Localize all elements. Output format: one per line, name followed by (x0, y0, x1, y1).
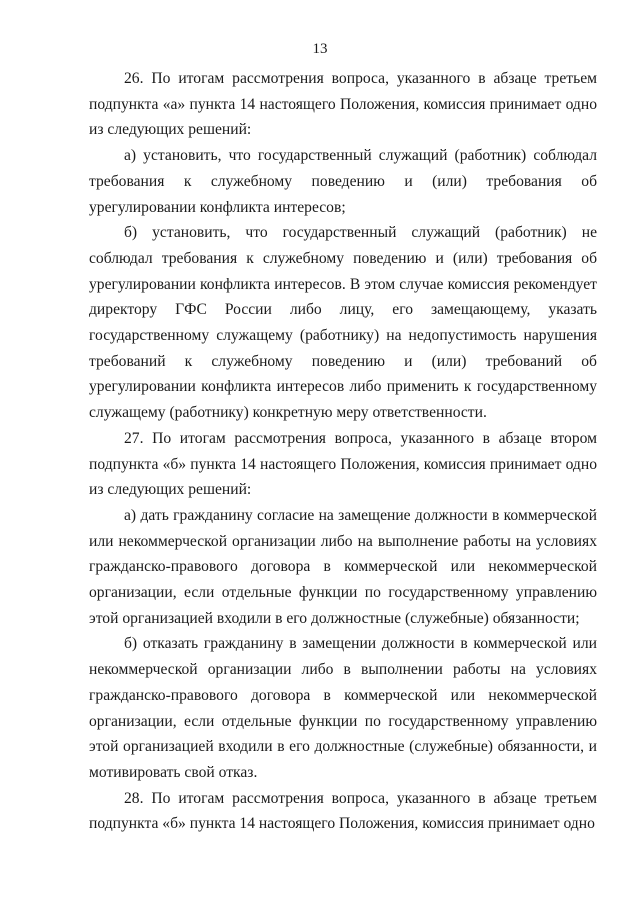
paragraph-27-a: а) дать гражданину согласие на замещение должности в коммерческой или некоммерческой организации либо на выполнение работы на условиях гражданско-правового договора в коммерческой или некоммерческой организации, если отдельные функции по государственному управлению этой организацией входили в его должностные (служебные) обязанности; (89, 506, 597, 627)
document-body (89, 66, 597, 837)
paragraph-26: 26. По итогам рассмотрения вопроса, указанного в абзаце третьем подпункта «а» пункта 14 настоящего Положения, комиссия принимает одно из следующих решений: (89, 70, 597, 139)
paragraph-26-a: а) установить, что государственный служащий (работник) соблюдал требования к служебному поведению и (или) требования об урегулировании конфликта интересов; (89, 147, 597, 216)
paragraph-27-b: б) отказать гражданину в замещении должности в коммерческой или некоммерческой организации либо в выполнении работы на условиях гражданско-правового договора в коммерческой или некоммерческой организации, если отдельные функции по государственному управлению этой организацией входили в его должностные (служебные) обязанности, и мотивировать свой отказ. (89, 635, 597, 781)
paragraph-28: 28. По итогам рассмотрения вопроса, указанного в абзаце третьем подпункта «б» пункта 14 настоящего Положения, комиссия принимает одно (89, 789, 597, 833)
paragraph-27: 27. По итогам рассмотрения вопроса, указанного в абзаце втором подпункта «б» пункта 14 настоящего Положения, комиссия принимает одно из следующих решений: (89, 429, 597, 499)
paragraph-26-b: б) установить, что государственный служащий (работник) не соблюдал требования к служебному поведению и (или) требования об урегулировании конфликта интересов. В этом случае комиссия рекомендует директору ГФС России либо лицу, его замещающему, указать государственному служащему (работнику) на недопустимость нарушения требований к служебному поведению и (или) требований об урегулировании конфликта интересов либо применить к государственному служащему (работнику) конкретную меру ответственности. (89, 224, 597, 422)
page-number: 13 (312, 41, 328, 57)
